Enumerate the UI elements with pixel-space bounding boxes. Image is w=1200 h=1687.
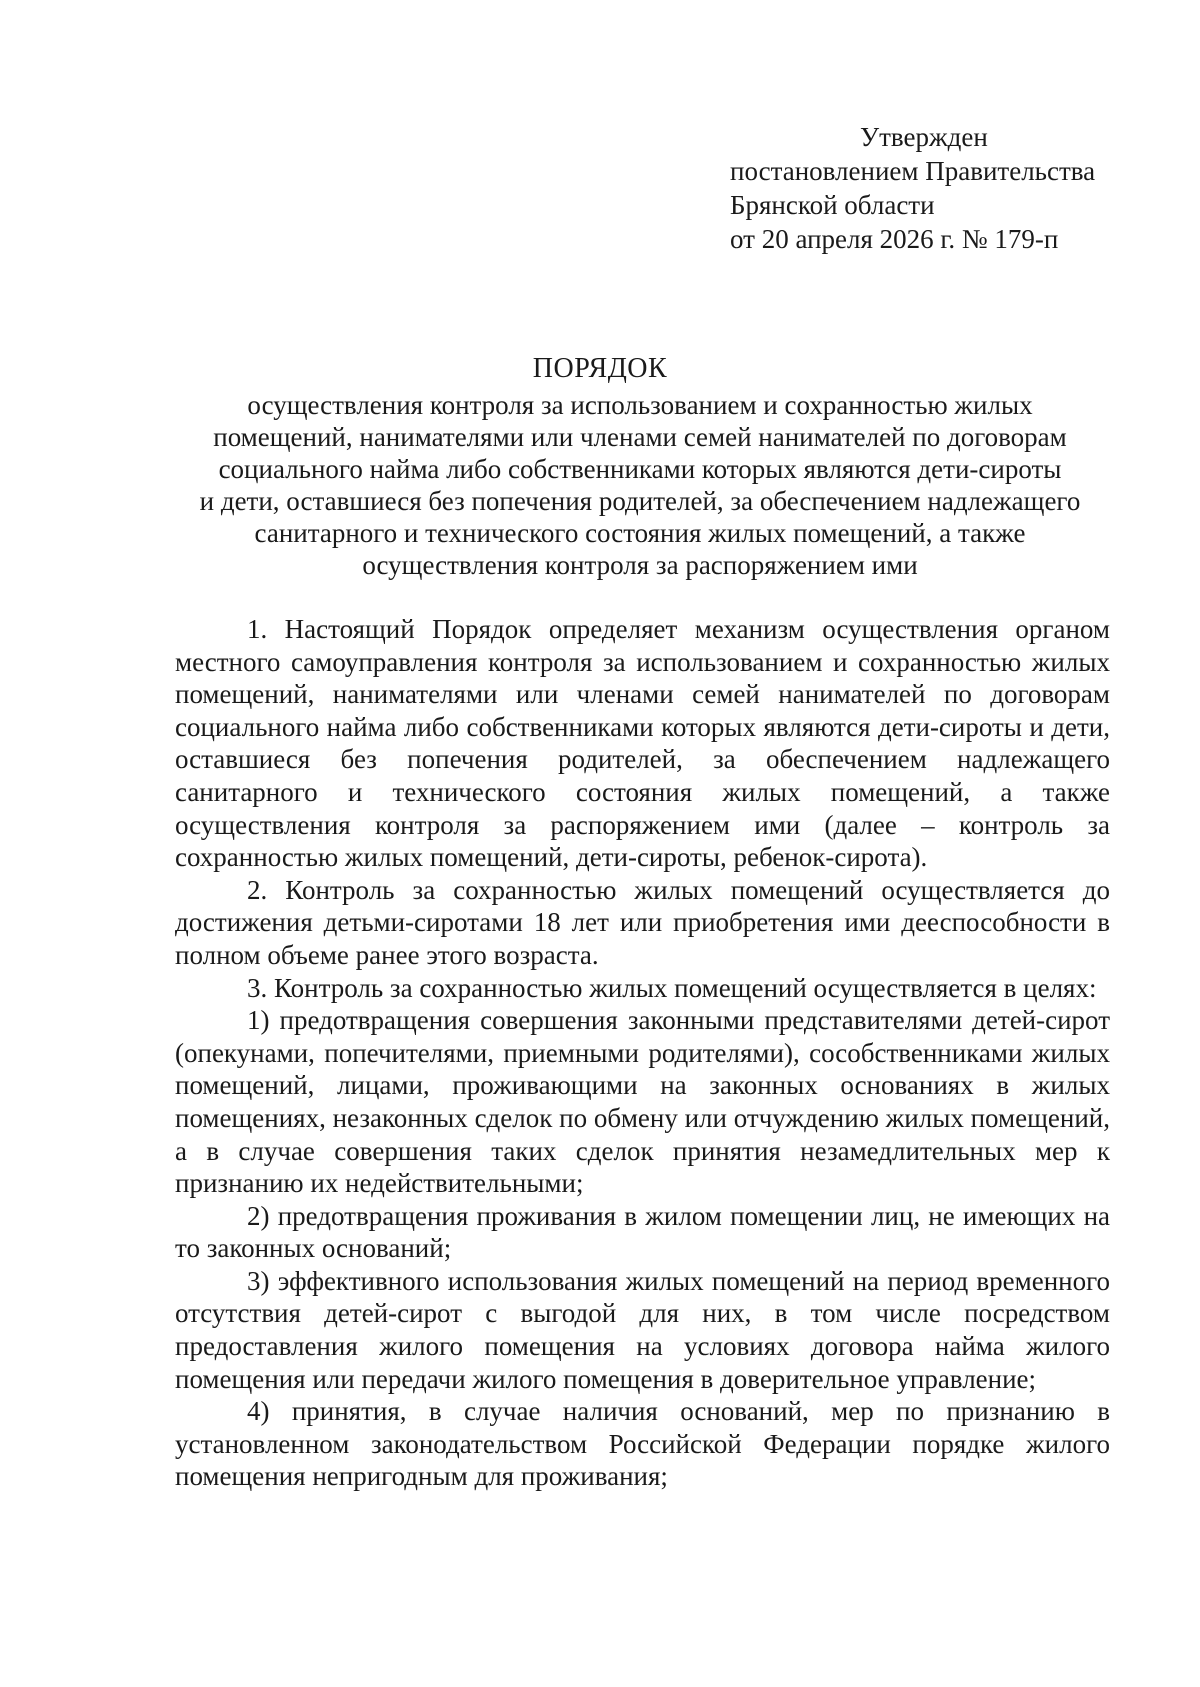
paragraph-2: 2. Контроль за сохранностью жилых помещений осуществляется до достижения детьми-сиротами 18 лет или приобретения ими дееспособности в полном объеме ранее этого возраста. — [175, 874, 1110, 970]
list-item-3: 3) эффективного использования жилых помещений на период временного отсутствия детей-сирот с выгодой для них, в том числе посредством предоставления жилого помещения на условиях договора найма жилого помещения или передачи жилого помещения в доверительное управление; — [175, 1265, 1110, 1394]
subtitle-line: и дети, оставшиеся без попечения родителей, за обеспечением надлежащего — [199, 486, 1081, 516]
paragraph-3: 3. Контроль за сохранностью жилых помещений осуществляется в целях: — [247, 972, 1097, 1003]
approval-line-date-number: от 20 апреля 2026 г. № 179-п — [730, 224, 1059, 254]
document-subtitle — [160, 389, 1120, 581]
approval-line-resolution: постановлением Правительства — [730, 156, 1096, 186]
subtitle-line: помещений, нанимателями или членами семей нанимателей по договорам — [213, 422, 1067, 452]
list-item-4: 4) принятия, в случае наличия оснований, мер по признанию в установленном законодательством Российской Федерации порядке жилого помещения непригодным для проживания; — [175, 1396, 1110, 1492]
subtitle-line: социального найма либо собственниками которых являются дети-сироты — [218, 454, 1062, 484]
approval-line-approved: Утвержден — [860, 122, 988, 152]
approval-line-region: Брянской области — [730, 190, 935, 220]
document-body — [175, 613, 1110, 1493]
paragraph-1: 1. Настоящий Порядок определяет механизм осуществления органом местного самоуправления контроля за использованием и сохранностью жилых помещений, нанимателями или членами семей нанимателей по договорам социального найма либо собственниками которых являются дети-сироты и дети, оставшиеся без попечения родителей, за обеспечением надлежащего санитарного и технического состояния жилых помещений, а также осуществления контроля за распоряжением ими (далее – контроль за сохранностью жилых помещений, дети-сироты, ребенок-сирота). — [175, 614, 1110, 873]
approval-stamp — [730, 120, 1150, 256]
subtitle-line: осуществления контроля за распоряжением ими — [362, 550, 918, 580]
list-item-1: 1) предотвращения совершения законными представителями детей-сирот (опекунами, попечителями, приемными родителями), сособственниками жилых помещений, лицами, проживающими на законных основаниях в жилых помещениях, незаконных сделок по обмену или отчуждению жилых помещений, а в случае совершения таких сделок принятия незамедлительных мер к признанию их недействительными; — [175, 1005, 1110, 1199]
subtitle-line: санитарного и технического состояния жилых помещений, а также — [254, 518, 1026, 548]
subtitle-line: осуществления контроля за использованием и сохранностью жилых — [247, 390, 1033, 420]
list-item-2: 2) предотвращения проживания в жилом помещении лиц, не имеющих на то законных оснований; — [175, 1200, 1110, 1264]
document-title: ПОРЯДОК — [532, 353, 668, 384]
